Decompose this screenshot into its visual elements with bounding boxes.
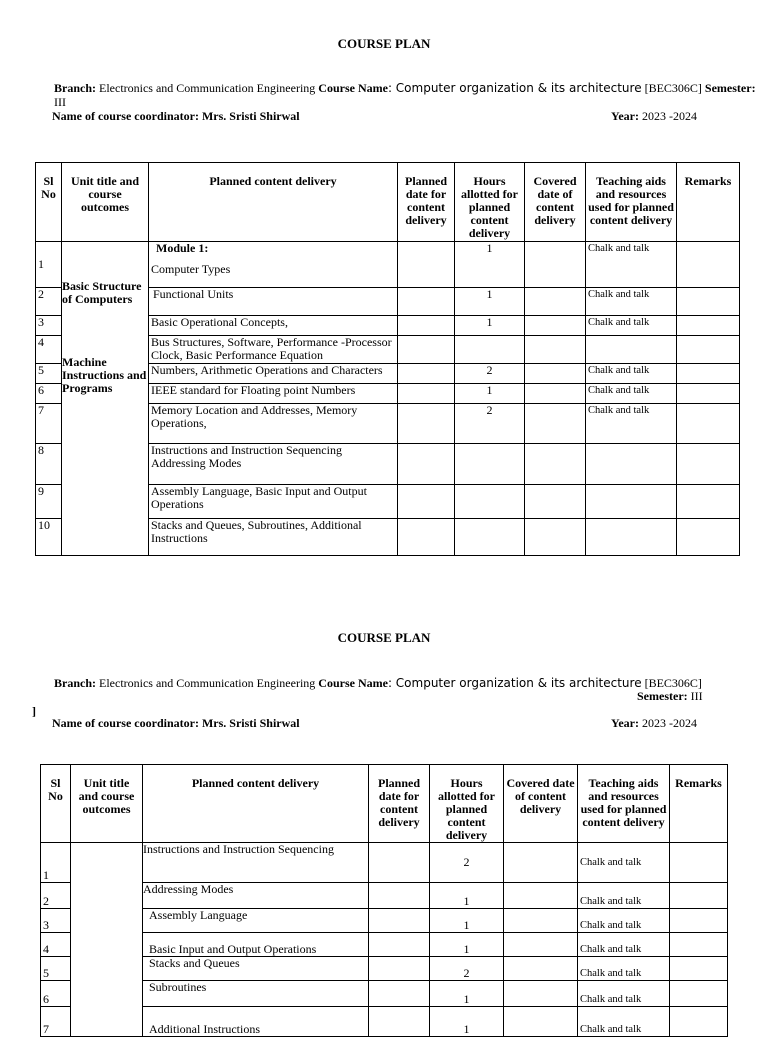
branch-label: Branch: bbox=[54, 676, 96, 690]
header-covered: Covered date of content delivery bbox=[504, 765, 578, 843]
row-covered bbox=[504, 981, 578, 1007]
row-covered bbox=[525, 485, 586, 519]
row-aids: Chalk and talk bbox=[578, 883, 670, 909]
row-aids: Chalk and talk bbox=[586, 242, 677, 288]
row-aids: Chalk and talk bbox=[586, 316, 677, 336]
semester-value: III bbox=[54, 95, 66, 109]
branch-line bbox=[54, 81, 756, 96]
row-aids: Chalk and talk bbox=[578, 933, 670, 957]
year-label: Year: bbox=[611, 109, 639, 123]
row-planned-date bbox=[369, 933, 430, 957]
unit-cell bbox=[71, 843, 143, 1037]
row-hours bbox=[455, 444, 525, 485]
row-covered bbox=[525, 288, 586, 316]
row-content: Assembly Language bbox=[143, 909, 369, 933]
row-sl: 7 bbox=[36, 404, 62, 444]
row-sl: 2 bbox=[36, 288, 62, 316]
row-covered bbox=[525, 384, 586, 404]
row-aids bbox=[586, 444, 677, 485]
branch-line-2 bbox=[54, 676, 702, 691]
row-content: Assembly Language, Basic Input and Output Operations bbox=[149, 485, 398, 519]
row-remarks bbox=[677, 316, 740, 336]
row-remarks bbox=[670, 843, 728, 883]
semester-value: III bbox=[690, 689, 703, 703]
header-unit: Unit title and course outcomes bbox=[62, 163, 149, 242]
table-row bbox=[41, 957, 728, 981]
table-row bbox=[36, 242, 740, 288]
row-sl: 8 bbox=[36, 444, 62, 485]
row-content: Additional Instructions bbox=[143, 1007, 369, 1037]
row-sl: 1 bbox=[36, 242, 62, 288]
row-hours bbox=[455, 336, 525, 364]
row-hours: 1 bbox=[455, 288, 525, 316]
year-line bbox=[611, 109, 697, 124]
course-name-label: Course Name bbox=[318, 81, 388, 95]
row-hours bbox=[455, 519, 525, 556]
branch-value: Electronics and Communication Engineering bbox=[99, 81, 316, 95]
row-aids: Chalk and talk bbox=[578, 957, 670, 981]
row-covered bbox=[525, 364, 586, 384]
row-remarks bbox=[677, 364, 740, 384]
table-row bbox=[41, 1007, 728, 1037]
row-planned-date bbox=[369, 909, 430, 933]
row-planned-date bbox=[369, 883, 430, 909]
header-remarks: Remarks bbox=[670, 765, 728, 843]
row-planned-date bbox=[398, 404, 455, 444]
row-covered bbox=[504, 909, 578, 933]
row-covered bbox=[525, 316, 586, 336]
course-name-label: Course Name bbox=[318, 676, 388, 690]
coordinator-label: Name of course coordinator: bbox=[52, 716, 199, 730]
row-sl: 5 bbox=[36, 364, 62, 384]
row-hours: 1 bbox=[430, 933, 504, 957]
header-unit: Unit title and course outcomes bbox=[71, 765, 143, 843]
row-sl: 6 bbox=[41, 981, 71, 1007]
row-hours: 1 bbox=[455, 242, 525, 288]
row-content: Numbers, Arithmetic Operations and Characters bbox=[149, 364, 398, 384]
row-content: Stacks and Queues, Subroutines, Additional Instructions bbox=[149, 519, 398, 556]
row-hours: 1 bbox=[430, 981, 504, 1007]
row-remarks bbox=[677, 288, 740, 316]
header-planned-date: Planned date for content delivery bbox=[398, 163, 455, 242]
row-sl: 3 bbox=[36, 316, 62, 336]
coordinator-value: Mrs. Sristi Shirwal bbox=[201, 716, 300, 730]
row-covered bbox=[504, 933, 578, 957]
row-content: Addressing Modes bbox=[143, 883, 369, 909]
row-planned-date bbox=[398, 336, 455, 364]
row-aids: Chalk and talk bbox=[586, 364, 677, 384]
table-header-row bbox=[41, 765, 728, 843]
year-line-2 bbox=[611, 716, 697, 731]
header-content: Planned content delivery bbox=[149, 163, 398, 242]
row-hours: 1 bbox=[455, 384, 525, 404]
row-content: Subroutines bbox=[143, 981, 369, 1007]
row-covered bbox=[525, 404, 586, 444]
row-aids: Chalk and talk bbox=[578, 1007, 670, 1037]
row-sl: 7 bbox=[41, 1007, 71, 1037]
row-covered bbox=[504, 843, 578, 883]
row-aids: Chalk and talk bbox=[578, 909, 670, 933]
row-covered bbox=[504, 957, 578, 981]
table-row bbox=[41, 843, 728, 883]
row-hours: 1 bbox=[430, 909, 504, 933]
row-remarks bbox=[670, 933, 728, 957]
row-hours bbox=[455, 485, 525, 519]
branch-label: Branch: bbox=[54, 81, 96, 95]
row-planned-date bbox=[398, 316, 455, 336]
row-content: Instructions and Instruction Sequencing Addressing Modes bbox=[149, 444, 398, 485]
row-planned-date bbox=[398, 519, 455, 556]
table-row bbox=[41, 909, 728, 933]
module-label: Module 1: bbox=[156, 241, 209, 255]
row-covered bbox=[525, 444, 586, 485]
row-planned-date bbox=[369, 957, 430, 981]
row-planned-date bbox=[398, 242, 455, 288]
row-remarks bbox=[677, 444, 740, 485]
row-planned-date bbox=[398, 384, 455, 404]
course-code: [BEC306C] bbox=[644, 676, 702, 690]
course-code: [BEC306C] bbox=[644, 81, 702, 95]
row-planned-date bbox=[369, 843, 430, 883]
row-content: Basic Input and Output Operations bbox=[143, 933, 369, 957]
row-sl: 6 bbox=[36, 384, 62, 404]
row-hours: 1 bbox=[430, 1007, 504, 1037]
row-aids bbox=[586, 485, 677, 519]
row-aids: Chalk and talk bbox=[578, 981, 670, 1007]
page-title: COURSE PLAN bbox=[337, 36, 431, 51]
header-aids: Teaching aids and resources used for planned content delivery bbox=[586, 163, 677, 242]
row-hours: 2 bbox=[430, 957, 504, 981]
row-content: Stacks and Queues bbox=[143, 957, 369, 981]
row-content: Bus Structures, Software, Performance -Processor Clock, Basic Performance Equation bbox=[149, 336, 398, 364]
row-content: Memory Location and Addresses, Memory Operations, bbox=[149, 404, 398, 444]
row-sl: 10 bbox=[36, 519, 62, 556]
row-planned-date bbox=[398, 364, 455, 384]
row-planned-date bbox=[369, 981, 430, 1007]
row-sl: 2 bbox=[41, 883, 71, 909]
row-remarks bbox=[677, 384, 740, 404]
row-content-text: Computer Types bbox=[151, 262, 231, 276]
year-label: Year: bbox=[611, 716, 639, 730]
row-hours: 2 bbox=[455, 364, 525, 384]
row-planned-date bbox=[398, 288, 455, 316]
branch-value: Electronics and Communication Engineering bbox=[99, 676, 316, 690]
page-title-2: COURSE PLAN bbox=[337, 630, 431, 645]
row-sl: 1 bbox=[41, 843, 71, 883]
row-content: Basic Operational Concepts, bbox=[149, 316, 398, 336]
row-planned-date bbox=[369, 1007, 430, 1037]
stray-bracket: ] bbox=[32, 704, 36, 718]
year-value: 2023 -2024 bbox=[641, 109, 697, 123]
row-remarks bbox=[670, 909, 728, 933]
row-remarks bbox=[670, 981, 728, 1007]
coordinator-line: Name of course coordinator: Mrs. Sristi Shirwal bbox=[52, 109, 300, 123]
course-plan-table-2 bbox=[40, 764, 728, 1037]
row-aids bbox=[586, 519, 677, 556]
row-remarks bbox=[677, 242, 740, 288]
row-planned-date bbox=[398, 444, 455, 485]
row-hours: 2 bbox=[430, 843, 504, 883]
row-content: Functional Units bbox=[149, 288, 398, 316]
header-aids: Teaching aids and resources used for planned content delivery bbox=[578, 765, 670, 843]
row-content bbox=[149, 242, 398, 288]
row-covered bbox=[525, 336, 586, 364]
row-covered bbox=[504, 1007, 578, 1037]
row-aids: Chalk and talk bbox=[586, 288, 677, 316]
unit-title-2: Machine Instructions and Programs bbox=[62, 355, 147, 395]
row-covered bbox=[525, 242, 586, 288]
row-remarks bbox=[670, 883, 728, 909]
row-planned-date bbox=[398, 485, 455, 519]
header-hours: Hours allotted for planned content delivery bbox=[430, 765, 504, 843]
header-hours: Hours allotted for planned content delivery bbox=[455, 163, 525, 242]
row-aids bbox=[586, 336, 677, 364]
row-sl: 4 bbox=[36, 336, 62, 364]
row-aids: Chalk and talk bbox=[586, 384, 677, 404]
table-header-row bbox=[36, 163, 740, 242]
row-remarks bbox=[670, 957, 728, 981]
unit-title-1: Basic Structure of Computers bbox=[62, 279, 142, 306]
coordinator-line-2 bbox=[52, 716, 300, 731]
semester-label: Semester: bbox=[704, 81, 756, 95]
header-covered: Covered date of content delivery bbox=[525, 163, 586, 242]
header-planned-date: Planned date for content delivery bbox=[369, 765, 430, 843]
row-sl: 9 bbox=[36, 485, 62, 519]
row-covered bbox=[525, 519, 586, 556]
row-remarks bbox=[670, 1007, 728, 1037]
header-sl: Sl No bbox=[41, 765, 71, 843]
row-sl: 5 bbox=[41, 957, 71, 981]
row-remarks bbox=[677, 336, 740, 364]
row-remarks bbox=[677, 519, 740, 556]
table-row bbox=[41, 933, 728, 957]
table-row bbox=[41, 883, 728, 909]
row-hours: 1 bbox=[455, 316, 525, 336]
row-remarks bbox=[677, 404, 740, 444]
course-name-value: : Computer organization & its architecture bbox=[387, 81, 642, 95]
semester-line-2 bbox=[637, 689, 703, 704]
header-sl: Sl No bbox=[36, 163, 62, 242]
header-content: Planned content delivery bbox=[143, 765, 369, 843]
row-content: Instructions and Instruction Sequencing bbox=[143, 843, 369, 883]
row-content: IEEE standard for Floating point Numbers bbox=[149, 384, 398, 404]
row-covered bbox=[504, 883, 578, 909]
header-remarks: Remarks bbox=[677, 163, 740, 242]
course-plan-table bbox=[35, 162, 740, 556]
row-hours: 1 bbox=[430, 883, 504, 909]
row-aids: Chalk and talk bbox=[586, 404, 677, 444]
row-sl: 3 bbox=[41, 909, 71, 933]
row-aids: Chalk and talk bbox=[578, 843, 670, 883]
row-hours: 2 bbox=[455, 404, 525, 444]
course-name-value: : Computer organization & its architecture bbox=[387, 676, 642, 690]
row-sl: 4 bbox=[41, 933, 71, 957]
unit-cell bbox=[62, 242, 149, 556]
year-value: 2023 -2024 bbox=[641, 716, 697, 730]
row-remarks bbox=[677, 485, 740, 519]
semester-label: Semester: bbox=[637, 689, 688, 703]
table-row bbox=[41, 981, 728, 1007]
